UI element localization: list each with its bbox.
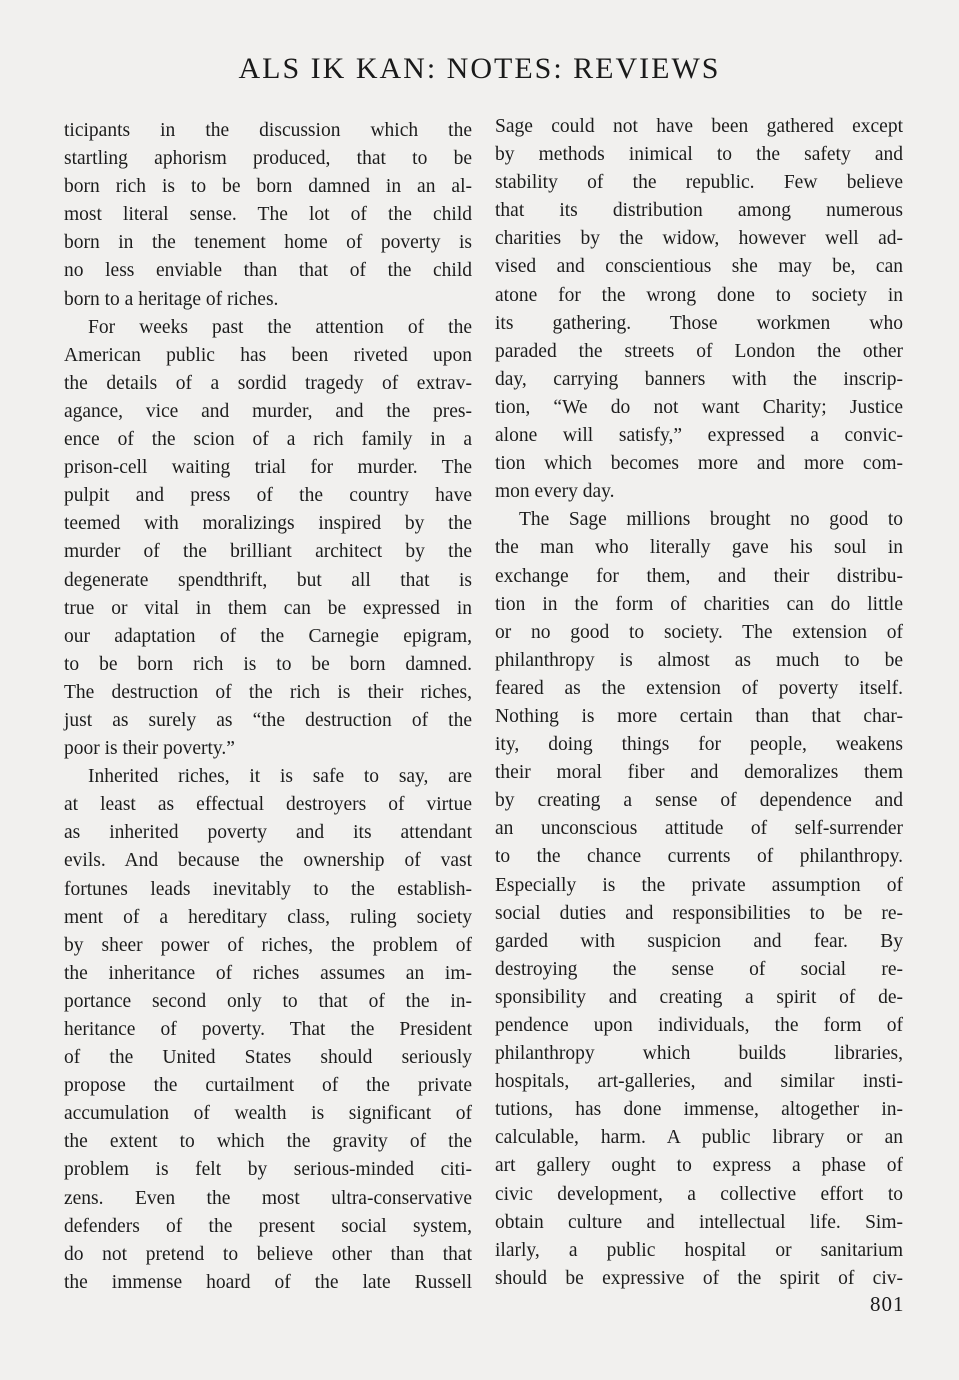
text-line: murder of the brilliant architect by the: [64, 541, 472, 563]
text-line: most literal sense. The lot of the child: [64, 204, 472, 226]
text-line: to be born rich is to be born damned.: [64, 653, 472, 675]
text-line: the man who literally gave his soul in: [495, 537, 903, 559]
text-line: obtain culture and intellectual life. Sim-: [495, 1211, 903, 1233]
text-line: ence of the scion of a rich family in a: [64, 429, 472, 451]
text-line: garded with suspicion and fear. By: [495, 930, 903, 952]
text-line: ilarly, a public hospital or sanitarium: [495, 1239, 903, 1261]
text-line: accumulation of wealth is significant of: [64, 1103, 472, 1125]
text-line: the details of a sordid tragedy of extrav-: [64, 372, 472, 394]
text-line: at least as effectual destroyers of virtue: [64, 794, 472, 816]
text-line: For weeks past the attention of the: [88, 316, 472, 338]
text-line: atone for the wrong done to society in: [495, 284, 903, 306]
text-line: agance, vice and murder, and the pres-: [64, 400, 472, 422]
text-line: Inherited riches, it is safe to say, are: [88, 766, 472, 788]
text-line: the immense hoard of the late Russell: [64, 1271, 472, 1293]
text-line: by methods inimical to the safety and: [495, 144, 903, 166]
text-line: zens. Even the most ultra-conservative: [64, 1187, 472, 1209]
text-line: do not pretend to believe other than that: [64, 1243, 472, 1265]
text-line: by creating a sense of dependence and: [495, 790, 903, 812]
text-line: just as surely as “the destruction of the: [64, 709, 472, 731]
text-line: problem is felt by serious-minded citi-: [64, 1159, 472, 1181]
text-line: or no good to society. The extension of: [495, 621, 903, 643]
text-line: propose the curtailment of the private: [64, 1075, 472, 1097]
text-line: destroying the sense of social re-: [495, 958, 903, 980]
text-line: Nothing is more certain than that char-: [495, 705, 903, 727]
text-line: of the United States should seriously: [64, 1047, 472, 1069]
text-line: portance second only to that of the in-: [64, 990, 472, 1012]
text-line: defenders of the present social system,: [64, 1215, 472, 1237]
page-title: ALS IK KAN: NOTES: REVIEWS: [238, 52, 721, 85]
text-line: Sage could not have been gathered except: [495, 116, 903, 137]
text-line: true or vital in them can be expressed in: [64, 597, 472, 619]
text-line: that its distribution among numerous: [495, 200, 903, 222]
text-line: social duties and responsibilities to be re-: [495, 902, 903, 924]
text-line: day, carrying banners with the inscrip-: [495, 368, 903, 390]
text-line: born rich is to be born damned in an al-: [64, 176, 472, 198]
text-line: their moral fiber and demoralizes them: [495, 762, 903, 784]
text-line: art gallery ought to express a phase of: [495, 1155, 903, 1177]
text-line: to the chance currents of philanthropy.: [495, 846, 903, 868]
text-line: The Sage millions brought no good to: [519, 509, 903, 531]
left-text-column: [64, 117, 472, 1297]
text-line: exchange for them, and their distribu-: [495, 565, 903, 587]
text-line: born in the tenement home of poverty is: [64, 232, 472, 254]
text-line: its gathering. Those workmen who: [495, 312, 903, 334]
text-line: heritance of poverty. That the President: [64, 1019, 472, 1040]
text-line: teemed with moralizings inspired by the: [64, 513, 472, 535]
text-line: as inherited poverty and its attendant: [64, 822, 472, 844]
text-line: alone will satisfy,” expressed a convic-: [495, 425, 903, 447]
text-line: the inheritance of riches assumes an im-: [64, 962, 472, 984]
text-line: hospitals, art-galleries, and similar insti-: [495, 1071, 903, 1093]
text-line: pulpit and press of the country have: [64, 485, 472, 507]
text-line: evils. And because the ownership of vast: [64, 850, 472, 872]
page-number: 801: [870, 1292, 905, 1316]
text-line: vised and conscientious she may be, can: [495, 256, 903, 278]
text-line: an unconscious attitude of self-surrender: [495, 818, 903, 840]
text-line: prison-cell waiting trial for murder. The: [64, 457, 472, 479]
text-line: charities by the widow, however well ad-: [495, 228, 903, 250]
text-line: American public has been riveted upon: [64, 344, 472, 366]
text-line: philanthropy which builds libraries,: [495, 1043, 903, 1065]
text-line: calculable, harm. A public library or an: [495, 1127, 903, 1149]
text-line: ticipants in the discussion which the: [64, 120, 472, 141]
text-line: tion, “We do not want Charity; Justice: [495, 396, 903, 418]
text-line: tutions, has done immense, altogether in-: [495, 1099, 903, 1121]
text-line: degenerate spendthrift, but all that is: [64, 569, 472, 591]
text-line: pendence upon individuals, the form of: [495, 1015, 903, 1036]
right-text-column: [495, 113, 903, 1293]
text-line: ity, doing things for people, weakens: [495, 734, 903, 756]
text-line: philanthropy is almost as much to be: [495, 649, 903, 671]
text-line: civic development, a collective effort to: [495, 1183, 903, 1205]
text-line: paraded the streets of London the other: [495, 340, 903, 362]
text-line: tion which becomes more and more com-: [495, 453, 903, 475]
text-line: stability of the republic. Few believe: [495, 172, 903, 194]
text-line: startling aphorism produced, that to be: [64, 148, 472, 170]
text-line: should be expressive of the spirit of civ-: [495, 1267, 903, 1289]
text-line: born to a heritage of riches.: [64, 288, 279, 310]
text-line: by sheer power of riches, the problem of: [64, 934, 472, 956]
text-line: feared as the extension of poverty itself.: [495, 677, 903, 699]
text-line: Especially is the private assumption of: [495, 874, 903, 896]
text-line: ment of a hereditary class, ruling society: [64, 906, 472, 928]
text-line: mon every day.: [495, 481, 615, 503]
text-line: poor is their poverty.”: [64, 738, 235, 760]
text-line: tion in the form of charities can do little: [495, 593, 903, 615]
text-line: The destruction of the rich is their riches,: [64, 681, 472, 703]
text-line: sponsibility and creating a spirit of de-: [495, 986, 903, 1008]
text-line: no less enviable than that of the child: [64, 260, 472, 282]
text-line: fortunes leads inevitably to the establish-: [64, 878, 472, 900]
text-line: our adaptation of the Carnegie epigram,: [64, 625, 472, 647]
text-line: the extent to which the gravity of the: [64, 1131, 472, 1153]
